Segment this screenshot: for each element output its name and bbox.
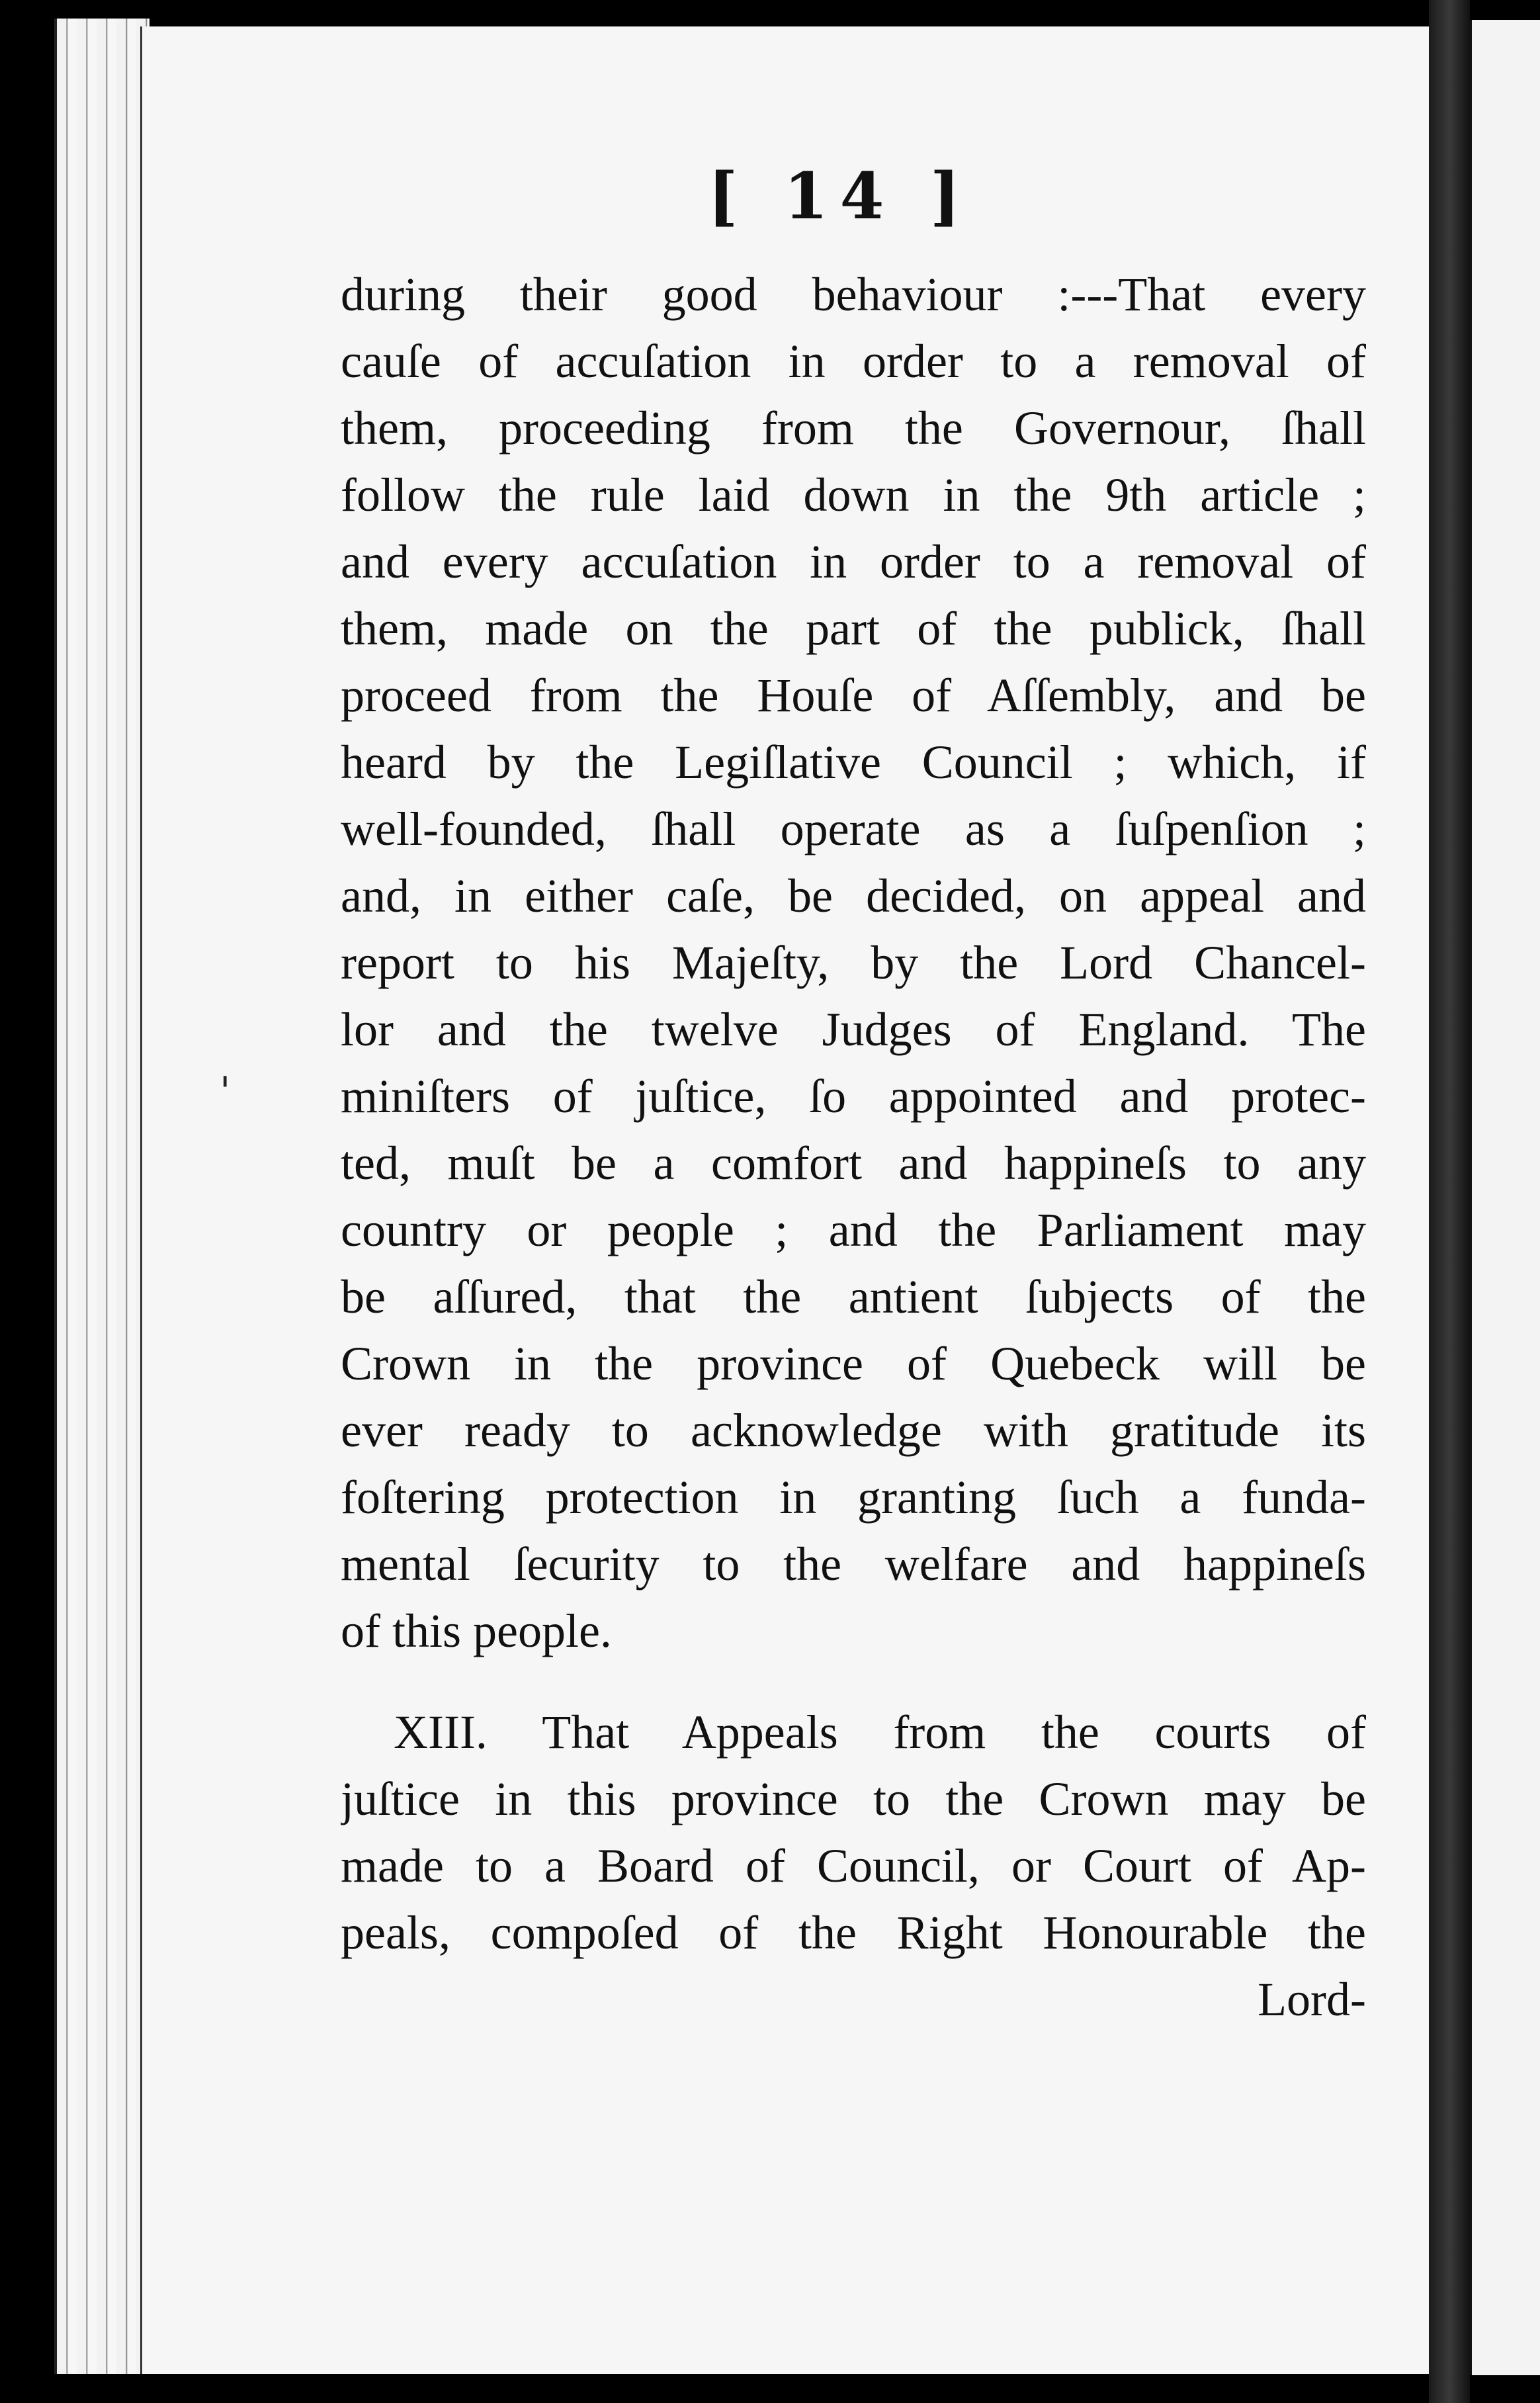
text-line: juſtice in this province to the Crown may be: [341, 1772, 1366, 1825]
catchword: Lord-: [1258, 1973, 1366, 2026]
text-line: during their good behaviour :---That every: [341, 268, 1366, 321]
text-line: heard by the Legiſlative Council ; which, if: [341, 736, 1366, 789]
text-line: be aſſured, that the antient ſubjects of the: [341, 1270, 1366, 1323]
text-line: mental ſecurity to the welfare and happineſs: [341, 1538, 1366, 1591]
stray-mark: ': [220, 1069, 231, 1115]
text-line: them, made on the part of the publick, ſhall: [341, 602, 1366, 655]
page-edges: [54, 19, 150, 2374]
body-text: [341, 261, 1366, 2033]
text-line: lor and the twelve Judges of England. The: [341, 1003, 1366, 1056]
text-line: XIII. That Appeals from the courts of: [394, 1706, 1366, 1759]
text-line: follow the rule laid down in the 9th article ;: [341, 468, 1366, 521]
page-number: [ 14 ]: [708, 159, 972, 234]
text-line: cauſe of accuſation in order to a removal of: [341, 335, 1366, 388]
text-line: well-founded, ſhall operate as a ſuſpenſion ;: [341, 803, 1366, 855]
book-gutter: [1429, 0, 1470, 2403]
text-line: miniſters of juſtice, ſo appointed and protec-: [341, 1070, 1366, 1123]
text-line: foſtering protection in granting ſuch a funda-: [341, 1471, 1366, 1524]
paragraph: [341, 1699, 1366, 1966]
text-line: Crown in the province of Quebeck will be: [341, 1337, 1366, 1390]
facing-page-edge: [1470, 20, 1540, 2375]
text-line: them, proceeding from the Governour, ſhall: [341, 402, 1366, 455]
text-line: proceed from the Houſe of Aſſembly, and be: [341, 669, 1366, 722]
text-line: and, in either caſe, be decided, on appeal and: [341, 869, 1366, 922]
text-line: peals, compoſed of the Right Honourable the: [341, 1906, 1366, 1959]
text-line: ever ready to acknowledge with gratitude its: [341, 1404, 1366, 1457]
paragraph: [341, 261, 1366, 1665]
text-line: ted, muſt be a comfort and happineſs to any: [341, 1137, 1366, 1190]
text-line: of this people.: [341, 1604, 612, 1657]
text-line: country or people ; and the Parliament may: [341, 1203, 1366, 1256]
paragraph-gap: [341, 1665, 1366, 1699]
text-line: made to a Board of Council, or Court of Ap-: [341, 1839, 1366, 1892]
text-line: report to his Majeſty, by the Lord Chancel-: [341, 936, 1366, 989]
text-line: and every accuſation in order to a removal of: [341, 535, 1366, 588]
